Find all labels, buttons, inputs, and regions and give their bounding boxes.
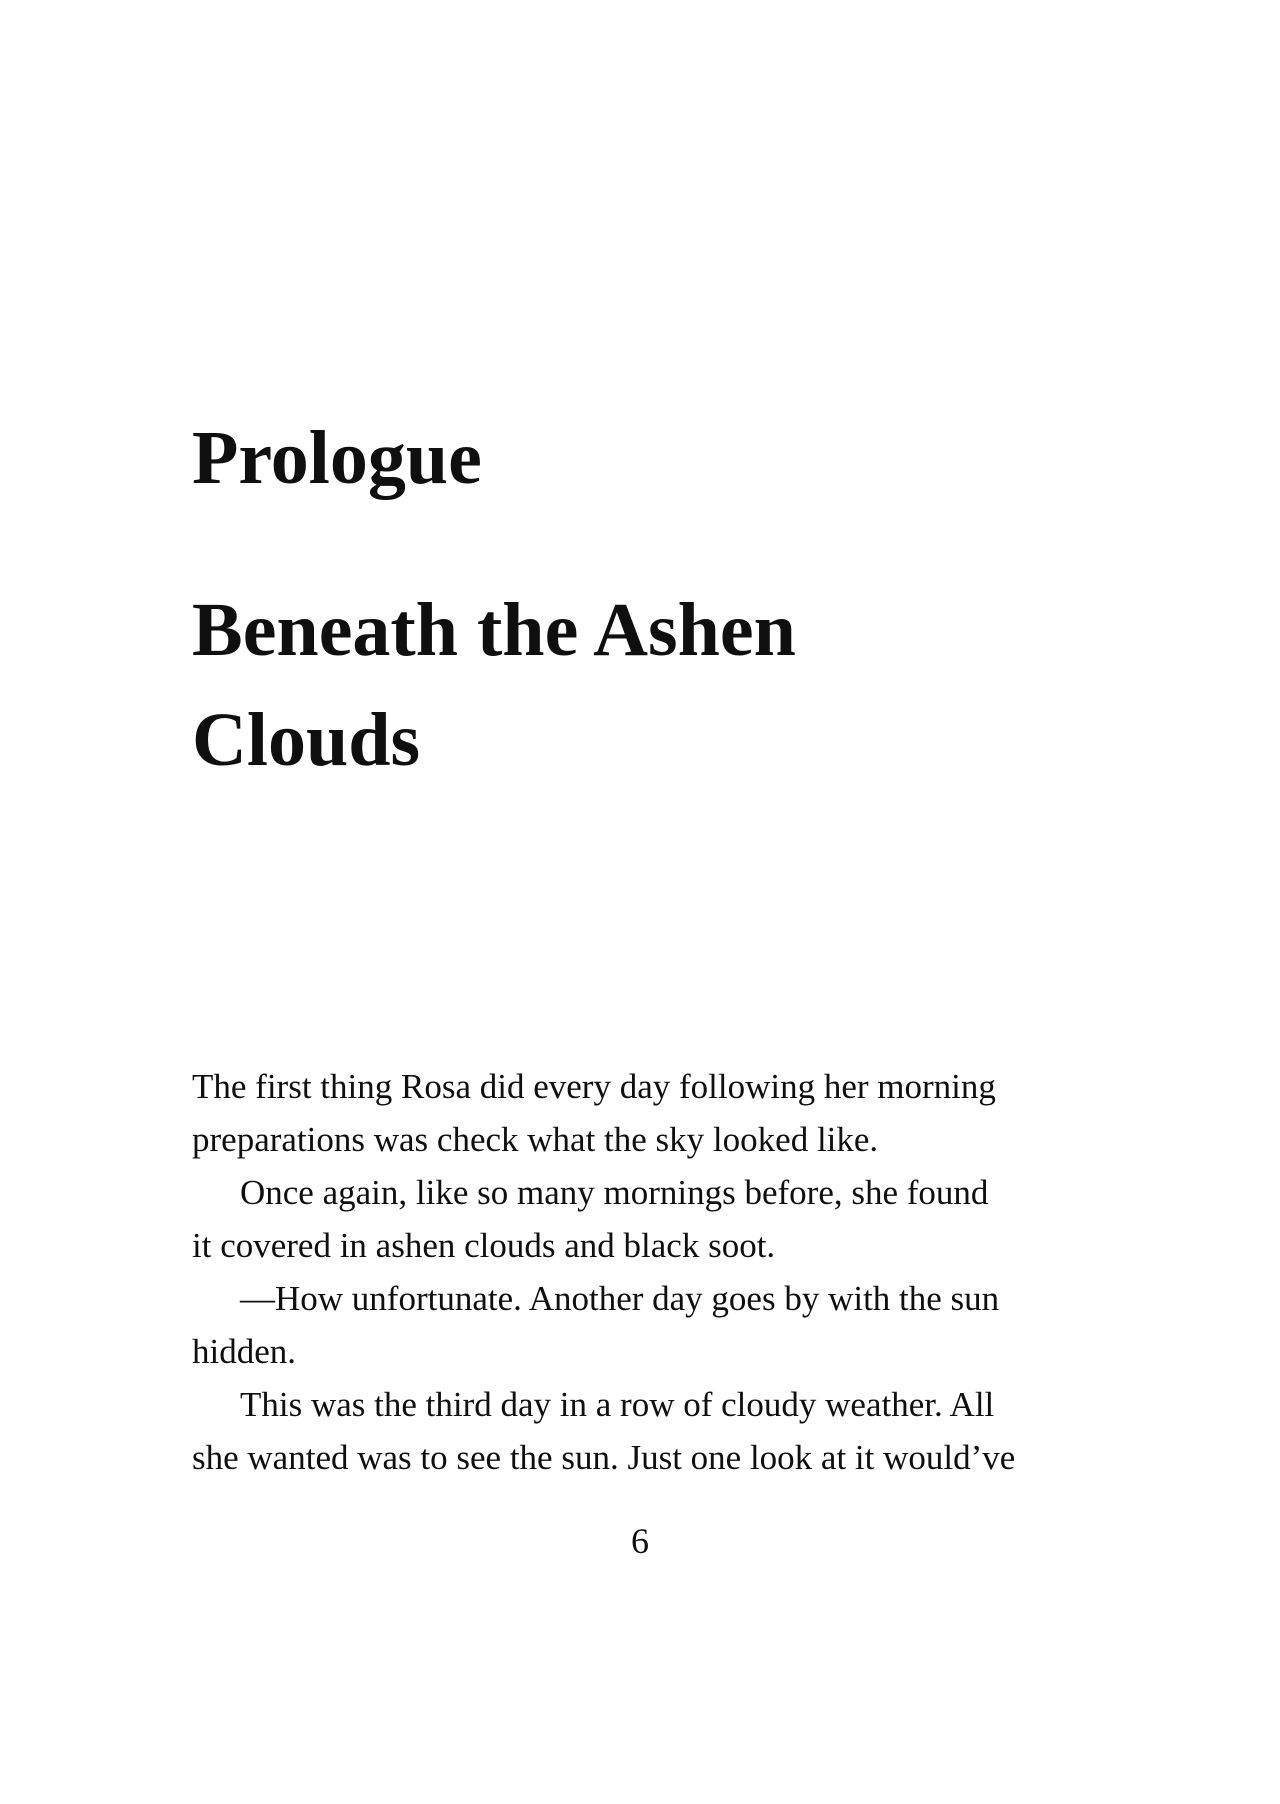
body-text-line: —How unfortunate. Another day goes by with the sun	[240, 1279, 1000, 1318]
body-text-line: This was the third day in a row of cloudy weather. All	[240, 1385, 995, 1424]
page-number: 6	[631, 1521, 649, 1561]
body-text-line: she wanted was to see the sun. Just one look at it would’ve	[192, 1438, 1016, 1477]
chapter-heading: Prologue	[192, 416, 482, 500]
body-text-line: it covered in ashen clouds and black soot.	[192, 1226, 776, 1265]
chapter-title	[192, 575, 796, 795]
body-text-line: Once again, like so many mornings before, she found	[240, 1173, 989, 1212]
body-text	[192, 1060, 1144, 1484]
chapter-title-line-1: Beneath the Ashen	[192, 588, 796, 672]
body-text-line: preparations was check what the sky looked like.	[192, 1120, 879, 1159]
body-text-line: hidden.	[192, 1332, 297, 1371]
body-text-line: The first thing Rosa did every day following her morning	[192, 1067, 996, 1106]
chapter-title-line-2: Clouds	[192, 698, 421, 782]
